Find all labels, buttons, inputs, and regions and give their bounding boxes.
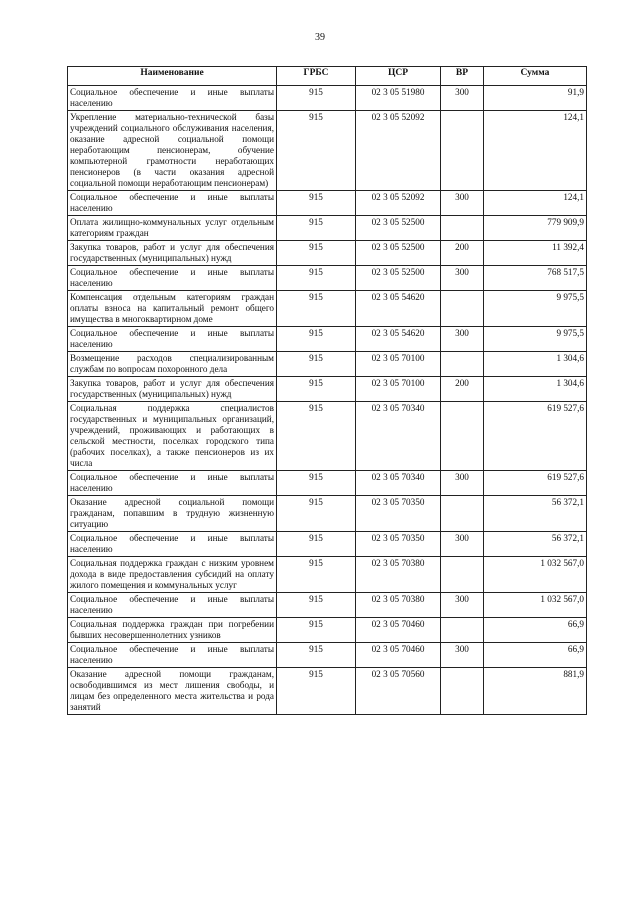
cell-grbs: 915 — [277, 191, 356, 216]
table-row — [68, 402, 587, 471]
cell-name: Социальное обеспечение и иные выплаты населению — [68, 327, 277, 352]
table-row — [68, 241, 587, 266]
cell-sum: 1 304,6 — [484, 352, 587, 377]
cell-sum: 619 527,6 — [484, 471, 587, 496]
cell-vr: 300 — [441, 86, 484, 111]
cell-vr — [441, 111, 484, 191]
cell-name: Оказание адресной помощи гражданам, освободившимся из мест лишения свободы, и лицам без определенного места жительства и рода занятий — [68, 668, 277, 715]
table-row — [68, 593, 587, 618]
cell-name: Укрепление материально-технической базы учреждений социального обслуживания населения, оказание адресной социальной помощи неработающим пенсионерам, обучение компьютерной грамотности неработающих пенсионеров (в части оказания адресной социальной помощи неработающим пенсионерам) — [68, 111, 277, 191]
table-row — [68, 291, 587, 327]
cell-sum: 66,9 — [484, 643, 587, 668]
cell-name: Социальное обеспечение и иные выплаты населению — [68, 471, 277, 496]
cell-csr: 02 3 05 70350 — [356, 496, 441, 532]
cell-csr: 02 3 05 70460 — [356, 643, 441, 668]
cell-csr: 02 3 05 52500 — [356, 216, 441, 241]
page-number: 39 — [315, 32, 325, 43]
cell-name: Оказание адресной социальной помощи гражданам, попавшим в трудную жизненную ситуацию — [68, 496, 277, 532]
cell-vr: 300 — [441, 593, 484, 618]
cell-csr: 02 3 05 70100 — [356, 377, 441, 402]
cell-name: Социальное обеспечение и иные выплаты населению — [68, 266, 277, 291]
cell-grbs: 915 — [277, 377, 356, 402]
cell-name: Социальное обеспечение и иные выплаты населению — [68, 593, 277, 618]
cell-vr — [441, 291, 484, 327]
table-row — [68, 352, 587, 377]
cell-sum: 1 032 567,0 — [484, 557, 587, 593]
cell-sum: 9 975,5 — [484, 291, 587, 327]
cell-csr: 02 3 05 70340 — [356, 402, 441, 471]
cell-name: Компенсация отдельным категориям граждан оплаты взноса на капитальный ремонт общего имущества в многоквартирном доме — [68, 291, 277, 327]
cell-sum: 619 527,6 — [484, 402, 587, 471]
cell-vr — [441, 557, 484, 593]
cell-vr — [441, 618, 484, 643]
cell-grbs: 915 — [277, 402, 356, 471]
cell-name: Оплата жилищно-коммунальных услуг отдельным категориям граждан — [68, 216, 277, 241]
cell-grbs: 915 — [277, 557, 356, 593]
budget-table — [67, 66, 587, 715]
cell-grbs: 915 — [277, 532, 356, 557]
cell-sum: 9 975,5 — [484, 327, 587, 352]
cell-vr — [441, 352, 484, 377]
cell-sum: 124,1 — [484, 111, 587, 191]
table-row — [68, 618, 587, 643]
cell-sum: 91,9 — [484, 86, 587, 111]
cell-vr — [441, 216, 484, 241]
cell-grbs: 915 — [277, 216, 356, 241]
cell-vr — [441, 496, 484, 532]
cell-name: Социальное обеспечение и иные выплаты населению — [68, 191, 277, 216]
cell-vr: 300 — [441, 266, 484, 291]
table-row — [68, 377, 587, 402]
cell-sum: 881,9 — [484, 668, 587, 715]
table-row — [68, 191, 587, 216]
cell-grbs: 915 — [277, 593, 356, 618]
cell-csr: 02 3 05 70100 — [356, 352, 441, 377]
table-row — [68, 86, 587, 111]
cell-sum: 1 304,6 — [484, 377, 587, 402]
table-header-row — [68, 67, 587, 86]
table-row — [68, 496, 587, 532]
cell-vr: 300 — [441, 471, 484, 496]
cell-sum: 1 032 567,0 — [484, 593, 587, 618]
cell-name: Закупка товаров, работ и услуг для обеспечения государственных (муниципальных) нужд — [68, 241, 277, 266]
cell-name: Социальная поддержка специалистов государственных и муниципальных организаций, учреждений, проживающих и работающих в сельской местности, поселках городского типа (рабочих поселках), а также пенсионеров из их числа — [68, 402, 277, 471]
cell-vr: 200 — [441, 377, 484, 402]
table-row — [68, 532, 587, 557]
cell-sum: 66,9 — [484, 618, 587, 643]
cell-csr: 02 3 05 52092 — [356, 111, 441, 191]
cell-grbs: 915 — [277, 643, 356, 668]
cell-csr: 02 3 05 51980 — [356, 86, 441, 111]
header-vr: ВР — [441, 67, 484, 86]
cell-sum: 779 909,9 — [484, 216, 587, 241]
cell-grbs: 915 — [277, 111, 356, 191]
cell-grbs: 915 — [277, 352, 356, 377]
header-sum: Сумма — [484, 67, 587, 86]
table-row — [68, 111, 587, 191]
cell-name: Социальное обеспечение и иные выплаты населению — [68, 86, 277, 111]
cell-name: Социальное обеспечение и иные выплаты населению — [68, 643, 277, 668]
header-csr: ЦСР — [356, 67, 441, 86]
header-name: Наименование — [68, 67, 277, 86]
cell-vr — [441, 668, 484, 715]
cell-csr: 02 3 05 54620 — [356, 327, 441, 352]
cell-csr: 02 3 05 52500 — [356, 266, 441, 291]
cell-vr: 300 — [441, 191, 484, 216]
cell-name: Социальная поддержка граждан при погребении бывших несовершеннолетних узников — [68, 618, 277, 643]
cell-vr — [441, 402, 484, 471]
cell-csr: 02 3 05 70560 — [356, 668, 441, 715]
cell-vr: 300 — [441, 643, 484, 668]
cell-grbs: 915 — [277, 241, 356, 266]
table-row — [68, 266, 587, 291]
cell-sum: 56 372,1 — [484, 532, 587, 557]
cell-csr: 02 3 05 54620 — [356, 291, 441, 327]
cell-name: Закупка товаров, работ и услуг для обеспечения государственных (муниципальных) нужд — [68, 377, 277, 402]
cell-grbs: 915 — [277, 618, 356, 643]
cell-sum: 56 372,1 — [484, 496, 587, 532]
cell-grbs: 915 — [277, 496, 356, 532]
cell-vr: 300 — [441, 532, 484, 557]
cell-name: Социальная поддержка граждан с низким уровнем дохода в виде предоставления субсидий на оплату жилого помещения и коммунальных услуг — [68, 557, 277, 593]
cell-vr: 300 — [441, 327, 484, 352]
table-body — [68, 86, 587, 715]
cell-name: Возмещение расходов специализированным службам по вопросам похоронного дела — [68, 352, 277, 377]
table-row — [68, 471, 587, 496]
cell-csr: 02 3 05 70350 — [356, 532, 441, 557]
cell-grbs: 915 — [277, 471, 356, 496]
cell-grbs: 915 — [277, 86, 356, 111]
cell-vr: 200 — [441, 241, 484, 266]
cell-grbs: 915 — [277, 291, 356, 327]
cell-csr: 02 3 05 70340 — [356, 471, 441, 496]
cell-name: Социальное обеспечение и иные выплаты населению — [68, 532, 277, 557]
cell-grbs: 915 — [277, 668, 356, 715]
table-row — [68, 557, 587, 593]
cell-sum: 768 517,5 — [484, 266, 587, 291]
header-grbs: ГРБС — [277, 67, 356, 86]
cell-csr: 02 3 05 52092 — [356, 191, 441, 216]
table-row — [68, 668, 587, 715]
cell-grbs: 915 — [277, 327, 356, 352]
cell-sum: 124,1 — [484, 191, 587, 216]
cell-csr: 02 3 05 70380 — [356, 557, 441, 593]
cell-sum: 11 392,4 — [484, 241, 587, 266]
cell-csr: 02 3 05 70460 — [356, 618, 441, 643]
table-row — [68, 216, 587, 241]
table-row — [68, 327, 587, 352]
cell-csr: 02 3 05 52500 — [356, 241, 441, 266]
cell-csr: 02 3 05 70380 — [356, 593, 441, 618]
table-row — [68, 643, 587, 668]
cell-grbs: 915 — [277, 266, 356, 291]
